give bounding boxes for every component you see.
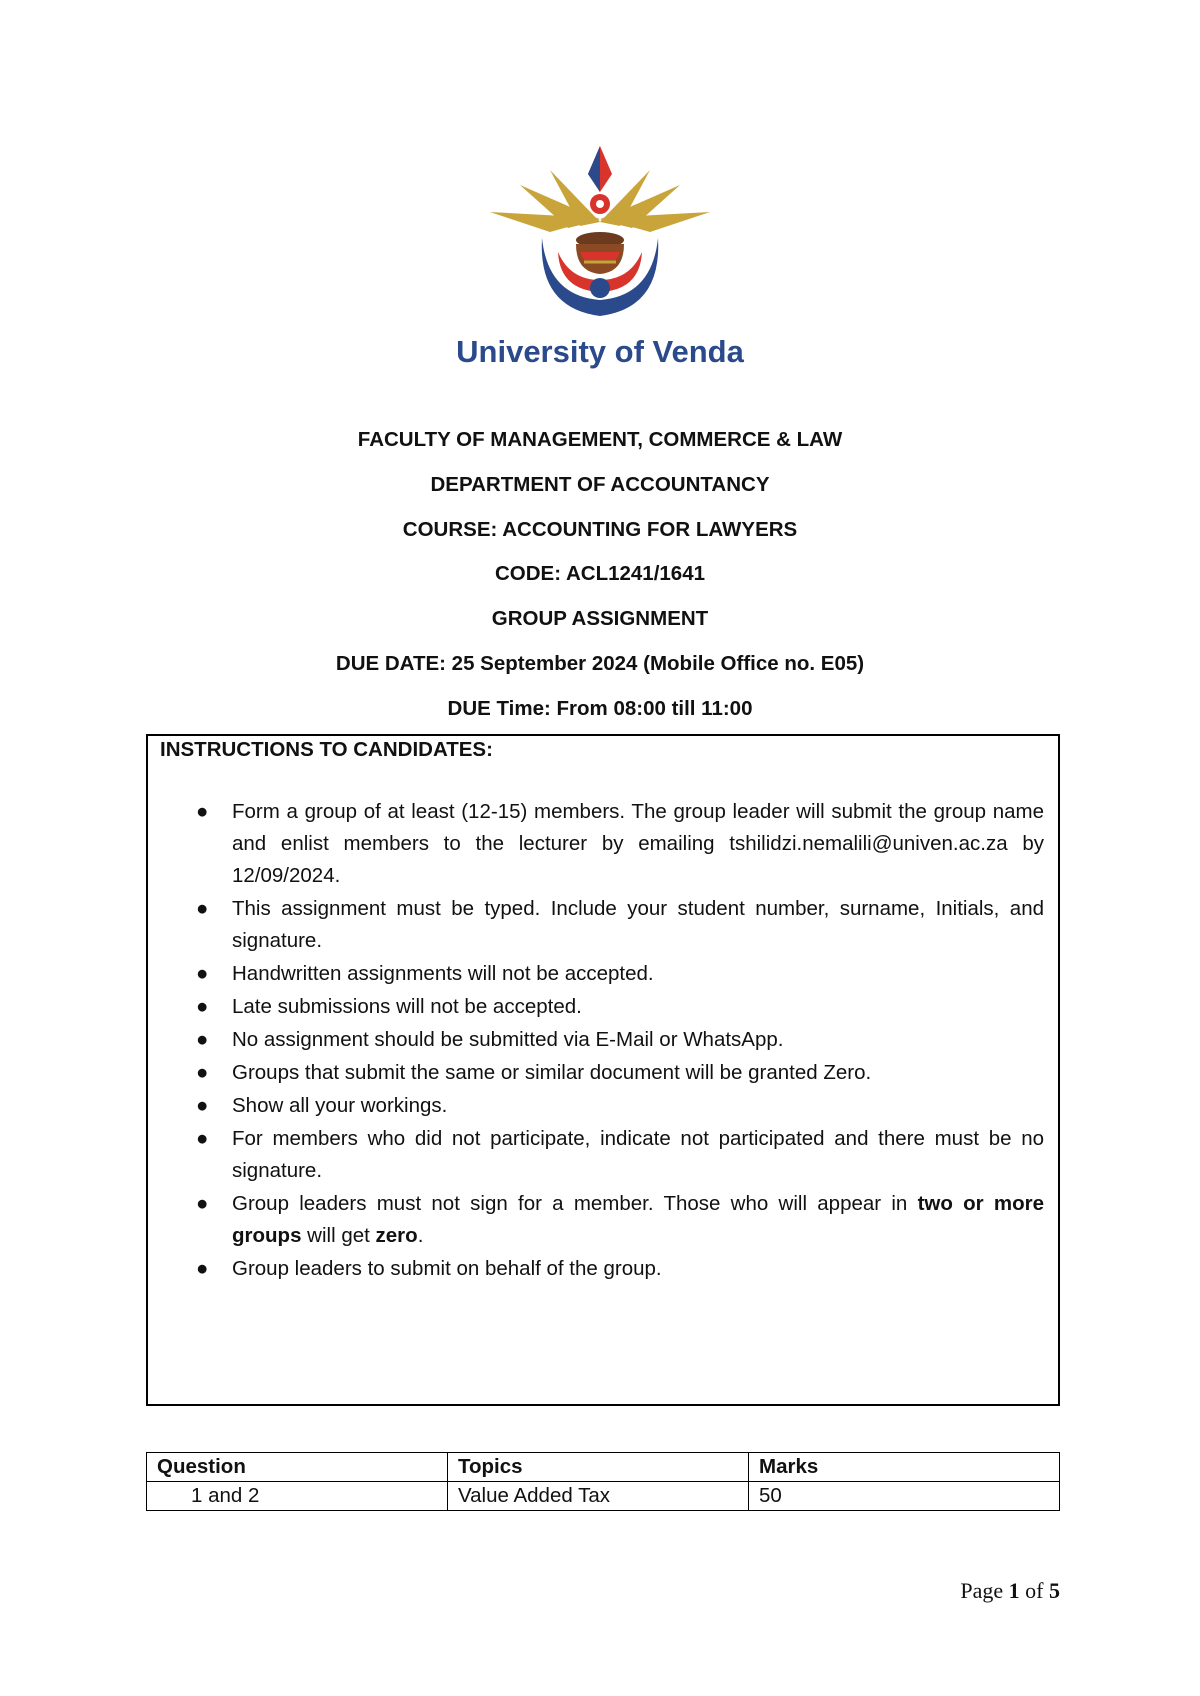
bullet-icon: ● <box>196 1257 209 1280</box>
bullet-icon: ● <box>196 897 209 920</box>
bullet-icon: ● <box>196 1192 209 1215</box>
university-logo <box>430 140 770 380</box>
instruction-item: ● Form a group of at least (12-15) members. The group leader will submit the group name and enlist members to the lecturer by emailing tshilidzi.nemalili@univen.ac.za by 12/09/2024. <box>232 796 1044 892</box>
bullet-icon: ● <box>196 1094 209 1117</box>
instructions-list <box>196 796 1044 1286</box>
instruction-item: ● Group leaders to submit on behalf of the group. <box>232 1253 1044 1285</box>
department-line: DEPARTMENT OF ACCOUNTANCY <box>430 472 770 496</box>
bullet-icon: ● <box>196 1061 209 1084</box>
table-header-row <box>147 1453 1060 1482</box>
instruction-item: ● Groups that submit the same or similar document will be granted Zero. <box>232 1057 1044 1089</box>
due-date-line: DUE DATE: 25 September 2024 (Mobile Office no. E05) <box>335 651 865 675</box>
instruction-item: ● Show all your workings. <box>232 1090 1044 1122</box>
bullet-icon: ● <box>196 800 209 823</box>
table-header-question: Question <box>147 1453 448 1482</box>
instruction-item: ● This assignment must be typed. Include your student number, surname, Initials, and signature. <box>232 893 1044 957</box>
instruction-item: ● Handwritten assignments will not be accepted. <box>232 958 1044 990</box>
page-number: Page 1 of 5 <box>960 1578 1060 1603</box>
table-cell-question: 1 and 2 <box>147 1482 448 1511</box>
faculty-line: FACULTY OF MANAGEMENT, COMMERCE & LAW <box>357 428 843 451</box>
logo-wordmark: University of Venda <box>456 334 744 369</box>
table-cell-topic: Value Added Tax <box>448 1482 749 1511</box>
marks-table <box>146 1452 1060 1511</box>
table-header-topics: Topics <box>448 1453 749 1482</box>
bullet-icon: ● <box>196 995 209 1018</box>
instruction-item: ● For members who did not participate, indicate not participated and there must be no signature. <box>232 1123 1044 1187</box>
code-line: CODE: ACL1241/1641 <box>494 562 706 586</box>
instruction-item: ● No assignment should be submitted via E-Mail or WhatsApp. <box>232 1024 1044 1056</box>
table-row <box>147 1482 1060 1511</box>
assignment-type-line: GROUP ASSIGNMENT <box>491 607 709 631</box>
bullet-icon: ● <box>196 1028 209 1051</box>
document-header <box>0 418 1200 732</box>
bullet-icon: ● <box>196 962 209 985</box>
instruction-item: ● Late submissions will not be accepted. <box>232 991 1044 1023</box>
due-time-line: DUE Time: From 08:00 till 11:00 <box>447 696 753 720</box>
course-line: COURSE: ACCOUNTING FOR LAWYERS <box>402 517 798 541</box>
instructions-box <box>146 734 1060 1406</box>
table-header-marks: Marks <box>749 1453 1060 1482</box>
bullet-icon: ● <box>196 1127 209 1150</box>
table-cell-marks: 50 <box>749 1482 1060 1511</box>
instruction-item: ● Group leaders must not sign for a member. Those who will appear in two or more groups will get zero. <box>232 1188 1044 1252</box>
instructions-title: INSTRUCTIONS TO CANDIDATES: <box>160 738 493 761</box>
